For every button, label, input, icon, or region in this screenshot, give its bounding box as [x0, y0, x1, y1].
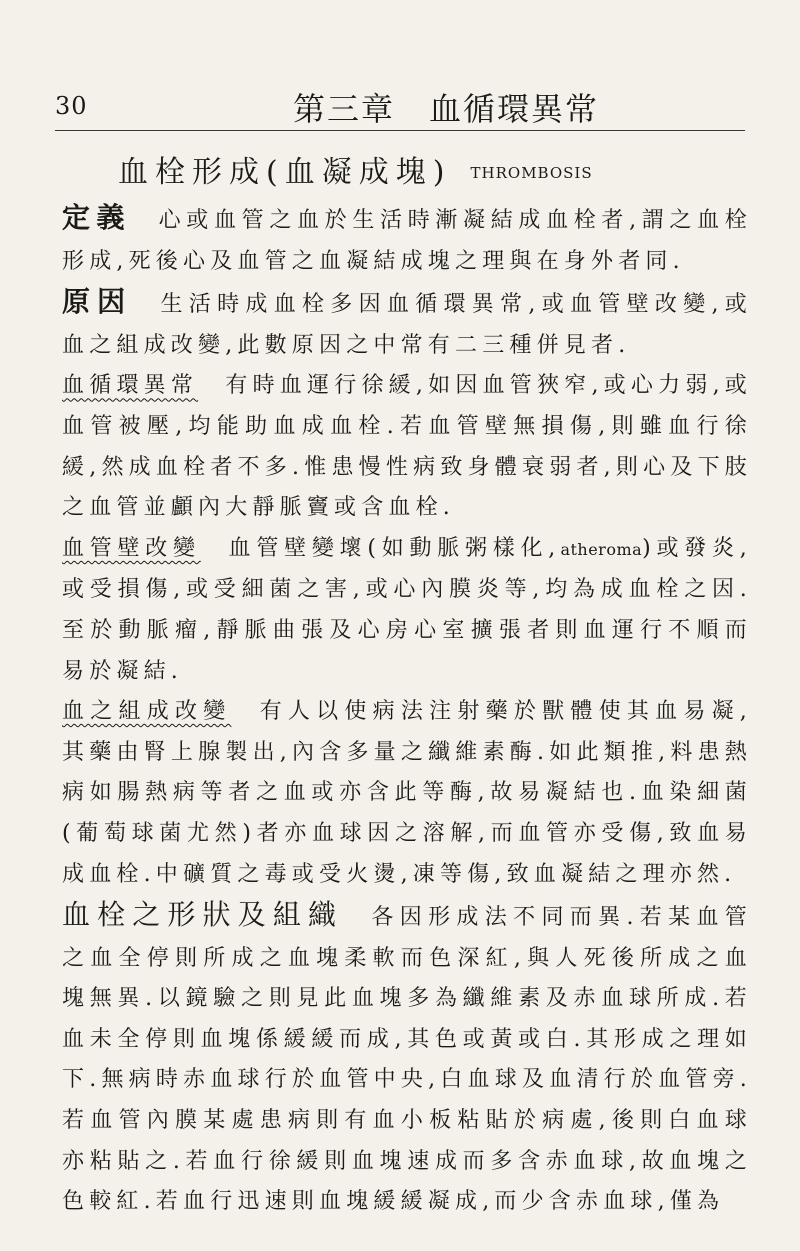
subheading-vessel-wall: 血管壁改變	[62, 535, 201, 561]
section-title-english: THROMBOSIS	[470, 164, 593, 182]
header-rule	[55, 130, 745, 131]
paragraph-text: 生活時成血栓多因血循環異常,或血管壁改變,或血之組成改變,此數原因之中常有二三種併見者.	[62, 292, 752, 358]
paragraph-definition	[62, 198, 752, 282]
subheading-blood-composition: 血之組成改變	[62, 699, 232, 725]
paragraph-text: 有人以使病法注射藥於獸體使其血易凝,其藥由腎上腺製出,內含多量之纖維素酶.如此類推,料患熱病如腸熱病等者之血或亦含此等酶,故易凝結也.血染細菌(葡萄球菌尤然)者亦血球因之溶解,而血管亦受傷,致血易成血栓.中礦質之毒或受火燙,凍等傷,致血凝結之理亦然.	[62, 699, 752, 887]
latin-term: atheroma	[560, 539, 643, 559]
paragraph-text: 有時血運行徐緩,如因血管狹窄,或心力弱,或血管被壓,均能助血成血栓.若血管壁無損傷,則雖血行徐緩,然成血栓者不多.惟患慢性病致身體衰弱者,則心及下肢之血管並顱內大靜脈竇或含血栓.	[62, 373, 752, 521]
page-number: 30	[55, 92, 88, 120]
paragraph-text: 血管壁變壞(如動脈粥樣化,	[200, 535, 561, 561]
paragraph-vessel-wall	[62, 529, 752, 692]
page-header	[55, 84, 745, 128]
heading-thrombus-form: 血栓之形狀及組織	[62, 898, 344, 932]
paragraph-thrombus-form	[62, 895, 752, 1223]
body-text	[62, 198, 752, 1223]
subheading-circulation: 血循環異常	[62, 373, 199, 399]
paragraph-blood-composition	[62, 692, 752, 895]
paragraph-cause	[62, 282, 752, 366]
paragraph-text: 心或血管之血於生活時漸凝結成血栓者,謂之血栓形成,死後心及血管之血凝結成塊之理與在身外者同.	[62, 208, 752, 274]
section-title	[118, 147, 593, 191]
term-definition: 定義	[62, 201, 131, 234]
running-title: 第三章 血循環異常	[293, 90, 600, 128]
section-title-chinese: 血栓形成(血凝成塊)	[118, 155, 452, 190]
paragraph-circulation	[62, 366, 752, 528]
paragraph-text: )或發炎,或受損傷,或受細菌之害,或心內膜炎等,均為成血栓之因.至於動脈瘤,靜脈曲張及心房心室擴張者則血運行不順而易於凝結.	[62, 535, 752, 684]
paragraph-text: 各因形成法不同而異.若某血管之血全停則所成之血塊柔軟而色深紅,與人死後所成之血塊無異.以鏡驗之則見此血塊多為纖維素及赤血球所成.若血未全停則血塊係緩緩而成,其色或黃或白.其形成之理如下.無病時赤血球行於血管中央,白血球及血清行於血管旁.若血管內膜某處患病則有血小板粘貼於病處,後則白血球亦粘貼之.若血行徐緩則血塊速成而多含赤血球,故血塊之色較紅.若血行迅速則血塊緩緩凝成,而少含赤血球,僅為	[62, 905, 752, 1215]
term-cause: 原因	[62, 285, 133, 319]
